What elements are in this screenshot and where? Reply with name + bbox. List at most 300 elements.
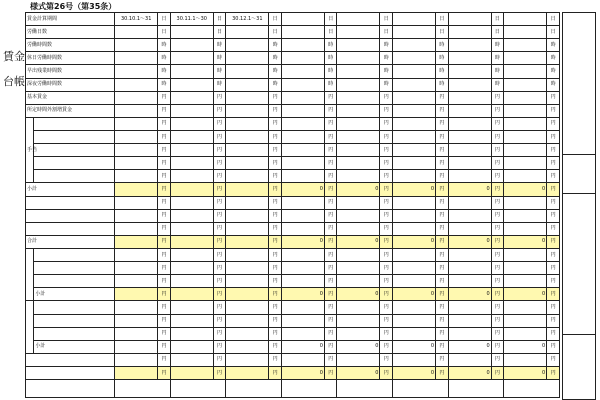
unit-cell: 円 [213,262,226,275]
unit-cell: 円 [213,222,226,235]
ledger-row [26,157,560,170]
unit-cell: 円 [269,130,282,143]
ledger-row [26,78,560,91]
value-cell: 0 [337,235,380,248]
ledger-row [26,13,560,26]
row-label [34,117,115,130]
row-label [26,222,115,235]
value-cell [504,275,547,288]
unit-cell: 円 [158,170,171,183]
unit-cell: 円 [547,170,560,183]
wage-ledger-table [25,12,560,398]
value-cell [448,26,491,39]
unit-cell: 円 [158,314,171,327]
unit-cell: 円 [158,183,171,196]
value-cell [226,353,269,366]
unit-cell: 円 [436,353,449,366]
ledger-row [26,39,560,52]
value-cell [393,170,436,183]
unit-cell: 円 [547,288,560,301]
value-cell [504,26,547,39]
value-cell [281,78,324,91]
value-cell [448,222,491,235]
unit-cell: 円 [547,353,560,366]
notes-cell [563,335,596,400]
value-cell: 0 [393,366,436,379]
unit-cell: 円 [436,327,449,340]
unit-cell: 時 [436,78,449,91]
value-cell [115,104,158,117]
value-cell: 0 [281,183,324,196]
value-cell [281,301,324,314]
value-cell [504,248,547,261]
value-cell [170,366,213,379]
unit-cell: 円 [380,366,393,379]
value-cell: 0 [337,288,380,301]
unit-cell: 円 [213,235,226,248]
value-cell: 0 [448,288,491,301]
value-cell [393,314,436,327]
value-cell [393,275,436,288]
value-cell [170,301,213,314]
value-cell [281,327,324,340]
unit-cell: 円 [158,222,171,235]
value-cell [226,301,269,314]
value-cell [337,353,380,366]
value-cell: 0 [393,340,436,353]
value-cell [281,170,324,183]
unit-cell: 時 [158,65,171,78]
unit-cell: 円 [436,196,449,209]
group-label [26,248,34,300]
ledger-row [26,301,560,314]
unit-cell: 円 [436,157,449,170]
row-label: 合計 [26,235,115,248]
value-cell [226,327,269,340]
row-label [34,314,115,327]
value-cell [115,65,158,78]
unit-cell: 円 [491,222,504,235]
receipt-stamp-cell [115,380,171,398]
ledger-row [26,275,560,288]
notes-row [563,13,596,155]
unit-cell: 日 [324,13,337,26]
unit-cell: 円 [269,235,282,248]
unit-cell: 円 [324,314,337,327]
value-cell [281,130,324,143]
value-cell [337,65,380,78]
value-cell [115,52,158,65]
value-cell [115,170,158,183]
unit-cell: 円 [158,144,171,157]
value-cell [170,196,213,209]
unit-cell: 時 [547,78,560,91]
value-cell [337,52,380,65]
value-cell [170,183,213,196]
row-label [26,366,115,379]
unit-cell: 円 [158,196,171,209]
unit-cell: 円 [269,117,282,130]
unit-cell: 日 [213,26,226,39]
unit-cell: 円 [491,340,504,353]
ledger-row [26,104,560,117]
value-cell [393,327,436,340]
unit-cell: 円 [380,275,393,288]
document-title-vertical: 賃金台帳 [3,50,25,88]
value-cell: 0 [448,183,491,196]
value-cell [281,26,324,39]
value-cell [170,78,213,91]
value-cell [281,157,324,170]
ledger-row [26,248,560,261]
value-cell [226,91,269,104]
unit-cell: 円 [380,196,393,209]
value-cell [226,248,269,261]
value-cell [115,209,158,222]
unit-cell: 円 [436,222,449,235]
receipt-stamp-cell [170,380,226,398]
value-cell [337,262,380,275]
value-cell: 30.10.1〜31 [115,13,158,26]
value-cell [226,183,269,196]
value-cell [115,301,158,314]
value-cell [115,314,158,327]
value-cell [448,144,491,157]
value-cell [281,104,324,117]
unit-cell: 円 [324,209,337,222]
value-cell [337,13,380,26]
value-cell [170,117,213,130]
value-cell [393,104,436,117]
row-label [34,301,115,314]
row-label [34,275,115,288]
unit-cell: 円 [213,130,226,143]
unit-cell: 日 [324,26,337,39]
unit-cell: 円 [547,314,560,327]
value-cell [393,222,436,235]
unit-cell: 時 [324,52,337,65]
notes-row [563,154,596,193]
ledger-row [26,65,560,78]
value-cell [115,262,158,275]
value-cell [337,248,380,261]
unit-cell: 円 [213,170,226,183]
ledger-row [26,353,560,366]
unit-cell: 円 [269,353,282,366]
unit-cell: 円 [269,340,282,353]
unit-cell: 円 [436,117,449,130]
ledger-row [26,196,560,209]
unit-cell: 円 [324,91,337,104]
value-cell [226,117,269,130]
receipt-stamp-cell [393,380,449,398]
unit-cell: 円 [491,301,504,314]
value-cell [393,144,436,157]
ledger-row [26,170,560,183]
unit-cell: 円 [324,275,337,288]
unit-cell: 時 [324,39,337,52]
value-cell [504,39,547,52]
value-cell [115,157,158,170]
value-cell [281,353,324,366]
value-cell [170,104,213,117]
value-cell [281,314,324,327]
value-cell [448,52,491,65]
unit-cell: 時 [547,65,560,78]
value-cell [226,26,269,39]
row-label [26,209,115,222]
value-cell [170,130,213,143]
unit-cell: 円 [547,275,560,288]
value-cell [504,222,547,235]
value-cell [226,366,269,379]
notes-cell [563,154,596,193]
unit-cell: 円 [324,130,337,143]
value-cell [393,52,436,65]
value-cell [504,65,547,78]
value-cell: 0 [504,288,547,301]
unit-cell: 円 [324,262,337,275]
value-cell [226,196,269,209]
ledger-row [26,262,560,275]
value-cell [337,196,380,209]
value-cell [170,275,213,288]
value-cell [448,170,491,183]
unit-cell: 円 [436,91,449,104]
unit-cell: 円 [213,275,226,288]
unit-cell: 円 [213,157,226,170]
unit-cell: 円 [547,117,560,130]
value-cell: 0 [448,366,491,379]
ledger-row [26,91,560,104]
row-label [26,353,115,366]
unit-cell: 円 [213,183,226,196]
value-cell [170,222,213,235]
group-label [26,301,34,353]
unit-cell: 円 [547,366,560,379]
footer-row [26,380,560,398]
notes-row [563,193,596,335]
ledger-row [26,314,560,327]
value-cell [115,327,158,340]
value-cell [281,13,324,26]
notes-body [563,13,596,400]
value-cell [448,353,491,366]
value-cell [170,91,213,104]
ledger-row [26,144,560,157]
value-cell: 0 [504,235,547,248]
value-cell [170,157,213,170]
unit-cell: 日 [547,13,560,26]
unit-cell: 円 [269,104,282,117]
unit-cell: 日 [380,26,393,39]
row-label [34,130,115,143]
value-cell [504,157,547,170]
value-cell [170,39,213,52]
ledger-row [26,117,560,130]
unit-cell: 円 [269,288,282,301]
value-cell [448,13,491,26]
unit-cell: 円 [380,262,393,275]
value-cell [115,130,158,143]
unit-cell: 日 [269,26,282,39]
unit-cell: 時 [436,52,449,65]
value-cell [281,52,324,65]
notes-cell [563,13,596,155]
unit-cell: 円 [269,157,282,170]
unit-cell: 円 [491,104,504,117]
unit-cell: 円 [158,340,171,353]
value-cell [448,248,491,261]
row-label: 所定時間外割増賃金 [26,104,115,117]
unit-cell: 円 [547,91,560,104]
value-cell [393,78,436,91]
value-cell [281,222,324,235]
unit-cell: 円 [213,366,226,379]
unit-cell: 円 [547,209,560,222]
value-cell [448,262,491,275]
unit-cell: 円 [436,262,449,275]
value-cell [448,209,491,222]
value-cell [115,353,158,366]
value-cell: 0 [448,340,491,353]
value-cell [393,26,436,39]
row-label: 労働時間数 [26,39,115,52]
unit-cell: 円 [324,104,337,117]
row-label [34,144,115,157]
value-cell [170,65,213,78]
unit-cell: 円 [380,91,393,104]
value-cell: 0 [504,340,547,353]
value-cell [448,117,491,130]
unit-cell: 円 [269,209,282,222]
unit-cell: 時 [491,65,504,78]
ledger-row [26,288,560,301]
unit-cell: 円 [380,209,393,222]
unit-cell: 円 [213,327,226,340]
unit-cell: 円 [491,235,504,248]
unit-cell: 円 [213,340,226,353]
unit-cell: 円 [324,170,337,183]
unit-cell: 円 [324,248,337,261]
unit-cell: 円 [158,235,171,248]
value-cell [337,157,380,170]
value-cell: 0 [393,235,436,248]
value-cell: 0 [281,288,324,301]
unit-cell: 円 [269,275,282,288]
value-cell [170,209,213,222]
unit-cell: 時 [380,39,393,52]
receipt-stamp-cell [448,380,504,398]
row-label: 休日労働時間数 [26,52,115,65]
value-cell [226,170,269,183]
unit-cell: 円 [547,248,560,261]
unit-cell: 円 [158,262,171,275]
row-label [34,157,115,170]
value-cell [115,91,158,104]
value-cell [281,196,324,209]
value-cell [226,262,269,275]
unit-cell: 円 [380,170,393,183]
unit-cell: 日 [158,26,171,39]
value-cell [393,248,436,261]
unit-cell: 円 [380,314,393,327]
value-cell: 0 [337,340,380,353]
value-cell: 30.12.1〜31 [226,13,269,26]
unit-cell: 円 [547,183,560,196]
value-cell [393,117,436,130]
unit-cell: 円 [380,222,393,235]
unit-cell: 円 [491,248,504,261]
value-cell [448,196,491,209]
unit-cell: 円 [547,157,560,170]
value-cell: 0 [281,366,324,379]
value-cell [226,39,269,52]
unit-cell: 時 [491,78,504,91]
value-cell [226,104,269,117]
unit-cell: 円 [491,262,504,275]
value-cell [504,13,547,26]
unit-cell: 円 [380,104,393,117]
value-cell [115,39,158,52]
value-cell [115,340,158,353]
unit-cell: 時 [269,65,282,78]
value-cell [281,248,324,261]
value-cell [448,314,491,327]
unit-cell: 円 [158,275,171,288]
unit-cell: 円 [213,353,226,366]
unit-cell: 日 [491,13,504,26]
value-cell [504,52,547,65]
unit-cell: 円 [380,327,393,340]
value-cell [448,327,491,340]
receipt-stamp-cell [226,380,282,398]
unit-cell: 時 [491,39,504,52]
unit-cell: 円 [269,366,282,379]
value-cell [281,275,324,288]
unit-cell: 日 [436,26,449,39]
unit-cell: 円 [436,275,449,288]
value-cell [504,262,547,275]
value-cell [170,327,213,340]
value-cell [226,52,269,65]
value-cell [448,91,491,104]
unit-cell: 円 [380,144,393,157]
value-cell [448,39,491,52]
value-cell [226,288,269,301]
unit-cell: 時 [158,39,171,52]
unit-cell: 円 [324,235,337,248]
value-cell [170,262,213,275]
value-cell [393,209,436,222]
value-cell [115,183,158,196]
row-label [34,262,115,275]
unit-cell: 時 [213,65,226,78]
unit-cell: 円 [269,314,282,327]
value-cell [226,130,269,143]
value-cell [393,13,436,26]
unit-cell: 円 [213,196,226,209]
ledger-row [26,222,560,235]
value-cell [226,144,269,157]
unit-cell: 円 [547,104,560,117]
row-label: 労働日数 [26,26,115,39]
unit-cell: 時 [213,39,226,52]
group-label: 手当 [26,117,34,183]
ledger-row [26,340,560,353]
value-cell [448,301,491,314]
value-cell [504,170,547,183]
